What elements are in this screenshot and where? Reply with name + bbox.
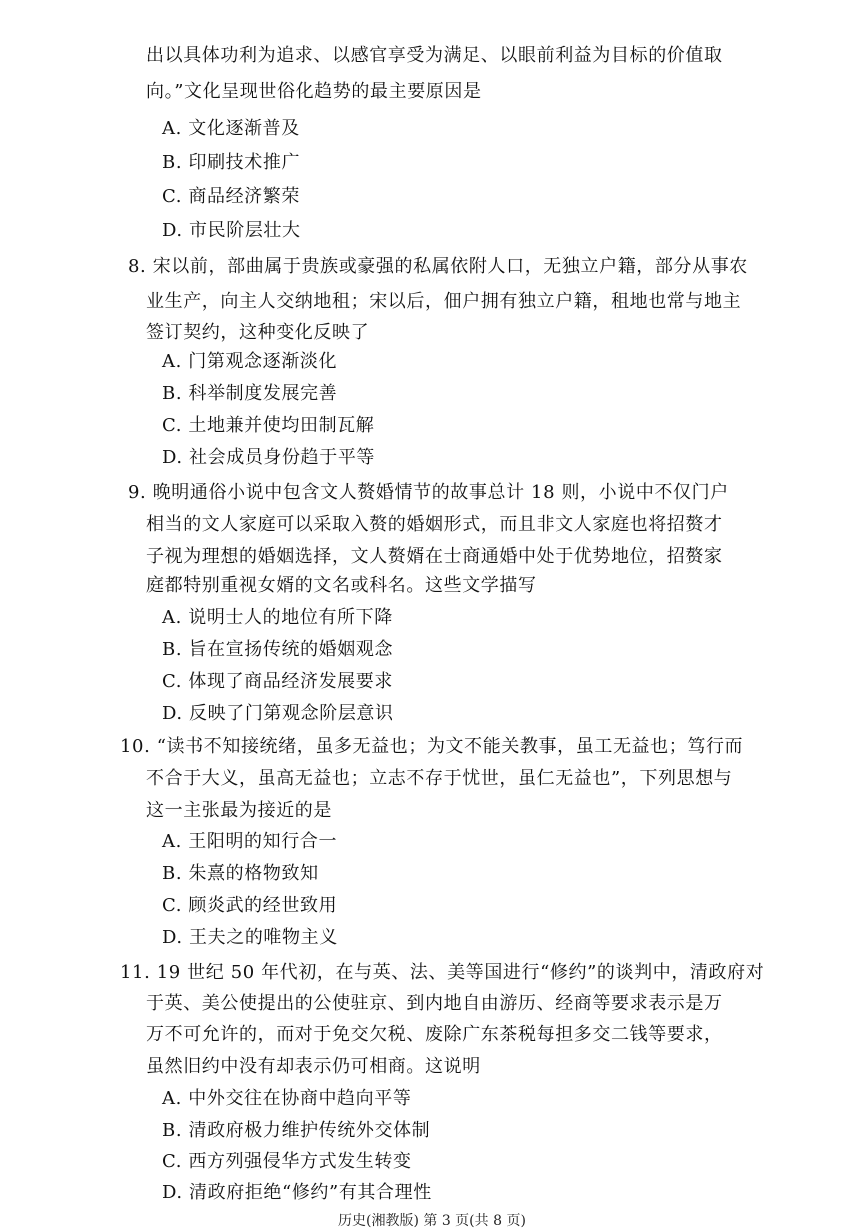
q10-option-d: D. 王夫之的唯物主义: [162, 927, 338, 948]
q7-stem-line-2: 向。”文化呈现世俗化趋势的最主要原因是: [146, 81, 482, 102]
q10-stem-line-3: 这一主张最为接近的是: [146, 800, 332, 821]
q9-option-d: D. 反映了门第观念阶层意识: [162, 703, 394, 724]
q7-option-a: A. 文化逐渐普及: [162, 118, 300, 139]
q8-stem-line-3: 签订契约，这种变化反映了: [146, 322, 370, 343]
q11-stem-line-2: 于英、美公使提出的公使驻京、到内地自由游历、经商等要求表示是万: [146, 993, 723, 1014]
q9-option-c: C. 体现了商品经济发展要求: [162, 671, 393, 692]
q9-stem-line-2: 相当的文人家庭可以采取入赘的婚姻形式，而且非文人家庭也将招赘才: [146, 514, 723, 535]
q8-stem-line-2: 业生产，向主人交纳地租；宋以后，佃户拥有独立户籍，租地也常与地主: [146, 291, 742, 312]
q7-option-c: C. 商品经济繁荣: [162, 186, 300, 207]
q11-option-a: A. 中外交往在协商中趋向平等: [162, 1088, 412, 1109]
q11-option-b: B. 清政府极力维护传统外交体制: [162, 1120, 431, 1141]
q8-stem-line-1: 8. 宋以前，部曲属于贵族或豪强的私属依附人口，无独立户籍，部分从事农: [128, 256, 748, 277]
q8-option-a: A. 门第观念逐渐淡化: [162, 351, 338, 372]
q10-option-b: B. 朱熹的格物致知: [162, 863, 319, 884]
q10-option-c: C. 顾炎武的经世致用: [162, 895, 338, 916]
q7-stem-line-1: 出以具体功利为追求、以感官享受为满足、以眼前利益为目标的价值取: [146, 45, 723, 66]
q8-option-b: B. 科举制度发展完善: [162, 383, 338, 404]
q11-stem-line-3: 万不可允许的，而对于免交欠税、废除广东茶税每担多交二钱等要求，: [146, 1024, 723, 1045]
q9-stem-line-1: 9. 晚明通俗小说中包含文人赘婚情节的故事总计 18 则，小说中不仅门户: [128, 482, 729, 503]
q10-option-a: A. 王阳明的知行合一: [162, 831, 338, 852]
q10-stem-line-1: 10. “读书不知接统绪，虽多无益也；为文不能关教事，虽工无益也；笃行而: [120, 736, 744, 757]
q11-stem-line-4: 虽然旧约中没有却表示仍可相商。这说明: [146, 1056, 481, 1077]
page-footer: 历史(湘教版) 第 3 页(共 8 页): [338, 1213, 526, 1229]
q11-option-c: C. 西方列强侵华方式发生转变: [162, 1151, 412, 1172]
q9-option-a: A. 说明士人的地位有所下降: [162, 607, 393, 628]
q8-option-c: C. 土地兼并使均田制瓦解: [162, 415, 375, 436]
q10-stem-line-2: 不合于大义，虽高无益也；立志不存于忧世，虽仁无益也”，下列思想与: [146, 768, 733, 789]
q9-stem-line-4: 庭都特别重视女婿的文名或科名。这些文学描写: [146, 575, 537, 596]
q7-option-b: B. 印刷技术推广: [162, 152, 301, 173]
q11-stem-line-1: 11. 19 世纪 50 年代初，在与英、法、美等国进行“修约”的谈判中，清政府对: [120, 962, 765, 983]
q11-option-d: D. 清政府拒绝“修约”有其合理性: [162, 1182, 432, 1203]
q8-option-d: D. 社会成员身份趋于平等: [162, 447, 376, 468]
q9-option-b: B. 旨在宣扬传统的婚姻观念: [162, 639, 394, 660]
q7-option-d: D. 市民阶层壮大: [162, 220, 301, 241]
q9-stem-line-3: 子视为理想的婚姻选择，文人赘婿在士商通婚中处于优势地位，招赘家: [146, 546, 723, 567]
